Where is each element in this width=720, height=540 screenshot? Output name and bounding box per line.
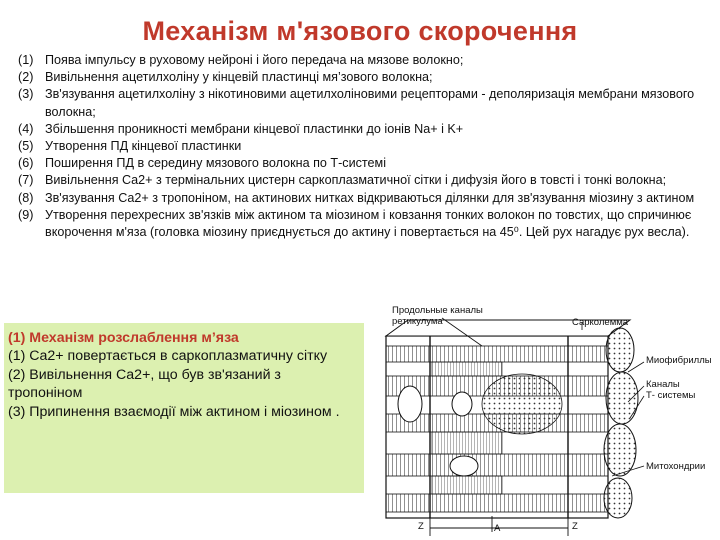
step-text: Вивільнення Ca2+ з термінальних цистерн саркоплазматичної сітки і дифузія його в товсті і тонкі волокна; — [45, 173, 667, 188]
step-text: Поширення ПД в середину мязового волокна по Т-системі — [45, 156, 387, 171]
list-item — [18, 52, 708, 69]
list-item — [18, 207, 708, 241]
list-item — [18, 121, 708, 138]
step-number: (4) — [18, 121, 34, 136]
label-myofibrils: Миофибриллы — [646, 355, 712, 366]
list-item — [18, 69, 708, 86]
step-text: Вивільнення ацетилхоліну у кінцевій пластинці мя’зового волокна; — [45, 70, 433, 85]
step-text: Зв'язування Ca2+ з тропоніном, на актинових нитках відкриваються ділянки для зв'язування міозину з актином — [45, 190, 695, 205]
label-z-left: Z — [418, 521, 424, 532]
relaxation-box — [4, 323, 364, 493]
step-number: (2) — [18, 70, 34, 85]
contraction-steps — [18, 52, 708, 241]
step-number: (9) — [18, 207, 34, 222]
step-text: Утворення ПД кінцевої пластинки — [45, 139, 242, 154]
step-text: Поява імпульсу в руховому нейроні і його передача на мязове волокно; — [45, 53, 464, 67]
page-title: Механізм м'язового скорочення — [142, 16, 578, 46]
step-number: (7) — [18, 173, 34, 188]
label-mitochondria: Митохондрии — [646, 461, 706, 472]
label-z-right: Z — [572, 521, 578, 532]
step-number: (5) — [18, 139, 34, 154]
list-item — [18, 138, 708, 155]
muscle-fiber-diagram — [372, 306, 712, 538]
relaxation-title: (1) Механізм розслаблення м’яза — [8, 330, 239, 346]
label-a-band: A — [494, 523, 501, 534]
step-number: (6) — [18, 156, 34, 171]
step-number: (8) — [18, 190, 34, 205]
step-number: (1) — [18, 53, 34, 67]
step-text: Збільшення проникності мембрани кінцевої пластинки до іонів Na+ і K+ — [45, 121, 464, 136]
step-text: Утворення перехресних зв'язків між актином та міозином і ковзання тонких волокон по товстих, що спричинює вкорочення м'яза (головка міозину приєднується до актину і повертається на 45⁰. Цей рух нагадує рух весла). — [45, 207, 692, 240]
list-item — [18, 86, 708, 120]
myofibril-cylinders — [604, 328, 638, 518]
reticulum-network — [482, 374, 562, 434]
relaxation-item: (1) Ca2+ повертається в саркоплазматичну сітку — [8, 348, 328, 365]
list-item — [18, 172, 708, 189]
muscle-fiber-illustration — [372, 306, 712, 538]
step-number: (3) — [18, 87, 34, 102]
step-text: Зв'язування ацетилхоліну з нікотиновими ацетилхоліновими рецепторами - деполяризація мембрани мязового волокна; — [45, 87, 695, 119]
label-t-channels: Каналы Т- системы — [646, 379, 696, 401]
relaxation-item: (2) Вивільнення Ca2+, що був зв'язаний з тропоніном — [8, 366, 281, 402]
list-item — [18, 155, 708, 172]
relaxation-item: (3) Припинення взаємодії між актином і міозином . — [8, 403, 340, 420]
label-sarcolemma: Сарколемма — [572, 317, 629, 328]
list-item — [18, 190, 708, 207]
label-reticulum: Продольные каналы ретикулума — [392, 305, 483, 327]
